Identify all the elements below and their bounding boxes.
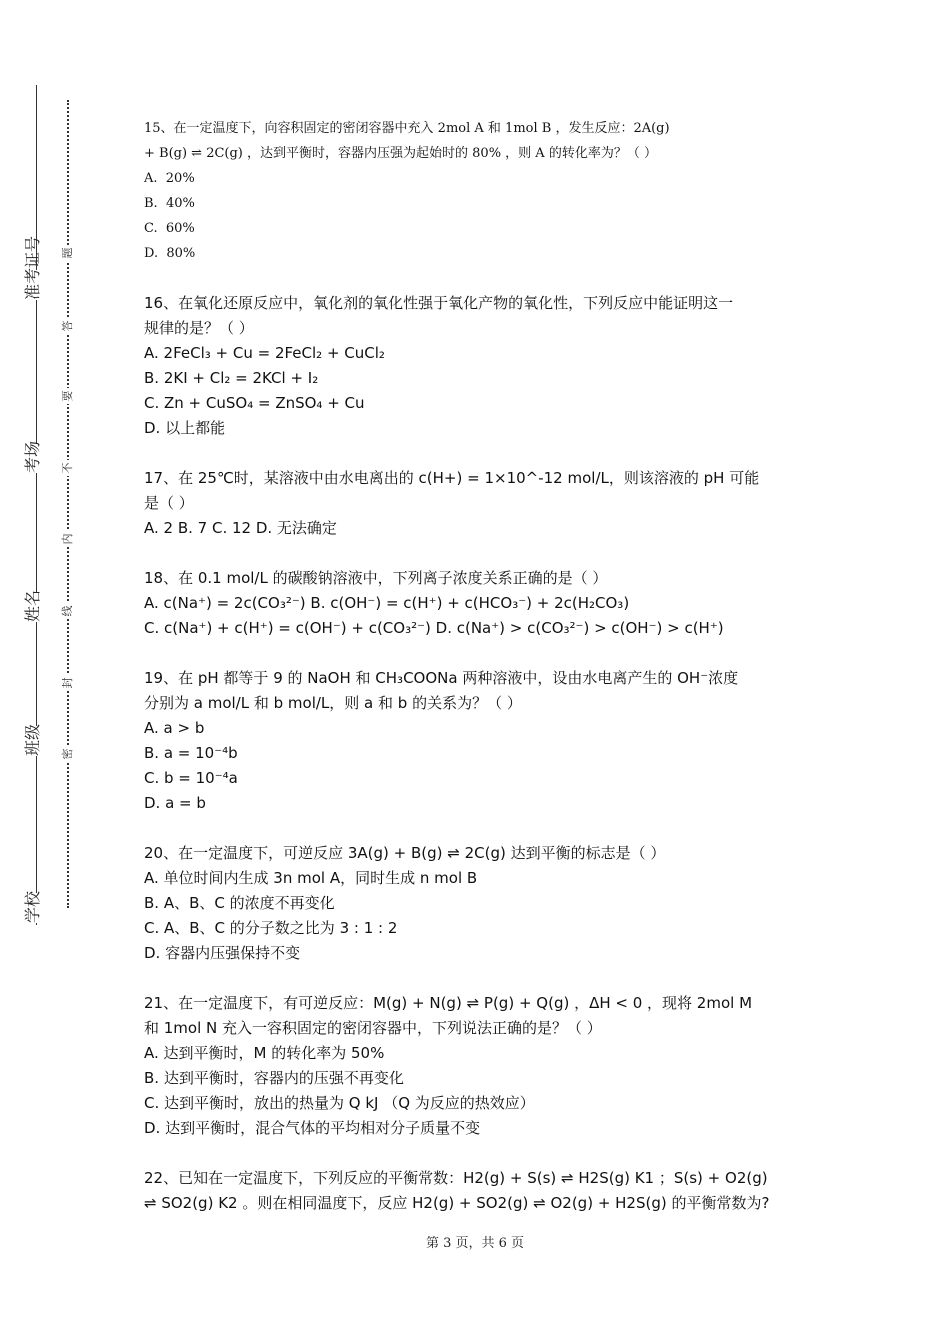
question-stem: 16、在氧化还原反应中，氧化剂的氧化性强于氧化产物的氧化性，下列反应中能证明这一 [144,294,734,312]
seal-char: 题 [60,245,76,261]
option: A. 达到平衡时，M 的转化率为 50% [144,1044,385,1062]
option: D. 80% [144,246,196,261]
seal-char: 封 [60,675,76,691]
question-stem: 19、在 pH 都等于 9 的 NaOH 和 CH₃COONa 两种溶液中，设由水电离产生的 OH⁻浓度 [144,669,739,687]
question-stem: 20、在一定温度下，可逆反应 3A(g) + B(g) ⇌ 2C(g) 达到平衡的标志是（ ） [144,844,666,862]
question-17 [144,466,810,541]
option: C. A、B、C 的分子数之比为 3 : 1 : 2 [144,919,398,937]
question-22 [144,1166,810,1216]
option: B. a = 10⁻⁴b [144,744,238,762]
option: B. 达到平衡时，容器内的压强不再变化 [144,1069,404,1087]
question-stem: + B(g) ⇌ 2C(g) ，达到平衡时，容器内压强为起始时的 80% ，则 A 的转化率为？（ ） [144,146,657,161]
question-stem: 15、在一定温度下，向容积固定的密闭容器中充入 2mol A 和 1mol B ，发生反应：2A(g) [144,121,670,136]
question-16 [144,291,810,441]
option: C. c(Na⁺) + c(H⁺) = c(OH⁻) + c(CO₃²⁻) D. c(Na⁺) > c(CO₃²⁻) > c(OH⁻) > c(H⁺) [144,619,724,637]
question-stem: 规律的是？（ ） [144,319,254,337]
question-stem: 分别为 a mol/L 和 b mol/L，则 a 和 b 的关系为？（ ） [144,694,522,712]
seal-char: 要 [60,388,76,404]
label-exam-number: 准考证号 [18,270,48,300]
label-school: 学校 [18,893,48,923]
page-footer: 第 3 页，共 6 页 [425,1236,525,1251]
question-21 [144,991,810,1141]
question-20 [144,841,810,966]
option: C. Zn + CuSO₄ = ZnSO₄ + Cu [144,394,365,412]
option: B. A、B、C 的浓度不再变化 [144,894,335,912]
label-class: 班级 [18,726,48,756]
option: A. 2FeCl₃ + Cu = 2FeCl₂ + CuCl₂ [144,344,385,362]
option: C. 60% [144,221,195,236]
question-list [144,116,810,1241]
seal-char: 不 [60,460,76,476]
option: A. c(Na⁺) = 2c(CO₃²⁻) B. c(OH⁻) = c(H⁺) + c(HCO₃⁻) + 2c(H₂CO₃) [144,594,630,612]
seal-char: 答 [60,318,76,334]
seal-dotted-line [67,100,69,908]
question-stem: 22、已知在一定温度下，下列反应的平衡常数：H2(g) + S(s) ⇌ H2S(g) K1 ；S(s) + O2(g) [144,1169,768,1187]
question-19 [144,666,810,816]
binding-solid-line [36,85,37,925]
option: D. 达到平衡时，混合气体的平均相对分子质量不变 [144,1119,481,1137]
option: D. 容器内压强保持不变 [144,944,301,962]
option: C. 达到平衡时，放出的热量为 Q kJ （Q 为反应的热效应） [144,1094,535,1112]
question-15 [144,116,810,266]
question-stem: 21、在一定温度下，有可逆反应：M(g) + N(g) ⇌ P(g) + Q(g) ，ΔH < 0 ，现将 2mol M [144,994,753,1012]
seal-char: 密 [60,746,76,762]
question-stem: 是（ ） [144,494,194,512]
option: B. 2KI + Cl₂ = 2KCl + I₂ [144,369,319,387]
seal-char: 线 [60,603,76,619]
option: A. 2 B. 7 C. 12 D. 无法确定 [144,519,337,537]
option: A. 单位时间内生成 3n mol A，同时生成 n mol B [144,869,478,887]
question-stem: 17、在 25℃时，某溶液中由水电离出的 c(H+) = 1×10^-12 mol/L，则该溶液的 pH 可能 [144,469,760,487]
seal-char: 内 [60,531,76,547]
label-name: 姓名 [18,592,48,622]
option: D. 以上都能 [144,419,226,437]
question-18 [144,566,810,641]
option: A. a > b [144,719,205,737]
option: C. b = 10⁻⁴a [144,769,238,787]
option: B. 40% [144,196,195,211]
option: D. a = b [144,794,206,812]
question-stem: 18、在 0.1 mol/L 的碳酸钠溶液中，下列离子浓度关系正确的是（ ） [144,569,608,587]
question-stem: ⇌ SO2(g) K2 。则在相同温度下，反应 H2(g) + SO2(g) ⇌ O2(g) + H2S(g) 的平衡常数为? [144,1194,770,1212]
label-exam-room: 考场 [18,443,48,473]
question-stem: 和 1mol N 充入一容积固定的密闭容器中，下列说法正确的是？（ ） [144,1019,602,1037]
option: A. 20% [144,171,195,186]
